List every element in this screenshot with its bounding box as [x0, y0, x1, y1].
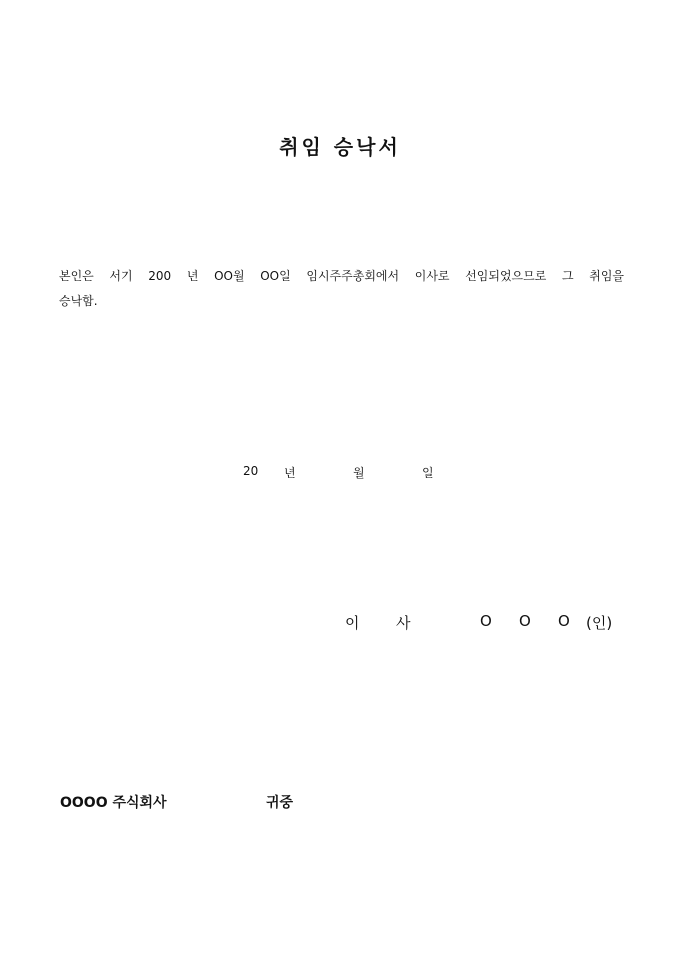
signer-name-mark-3: O [558, 612, 570, 630]
statement-line-1: 본인은 서기 200 년 OO월 OO일 임시주주총회에서 이사로 선임되었으므로 그 취임을 [59, 269, 624, 283]
date-year-label: 년 [284, 466, 296, 480]
seal-mark: (인) [586, 614, 613, 632]
acceptance-statement [59, 264, 624, 314]
statement-line-2: 승낙함. [59, 294, 98, 308]
signer-name-mark-2: O [519, 612, 531, 630]
signer-name-mark-1: O [480, 612, 492, 630]
signer-role-char-2: 사 [396, 614, 411, 632]
signer-role-char-1: 이 [345, 614, 360, 632]
date-month-label: 월 [353, 466, 365, 480]
date-day-label: 일 [422, 466, 434, 480]
recipient-honorific: 귀중 [266, 795, 294, 811]
document-title: 취임 승낙서 [279, 135, 401, 159]
date-year-prefix: 20 [243, 464, 259, 478]
recipient-company: OOOO 주식회사 [60, 795, 167, 811]
